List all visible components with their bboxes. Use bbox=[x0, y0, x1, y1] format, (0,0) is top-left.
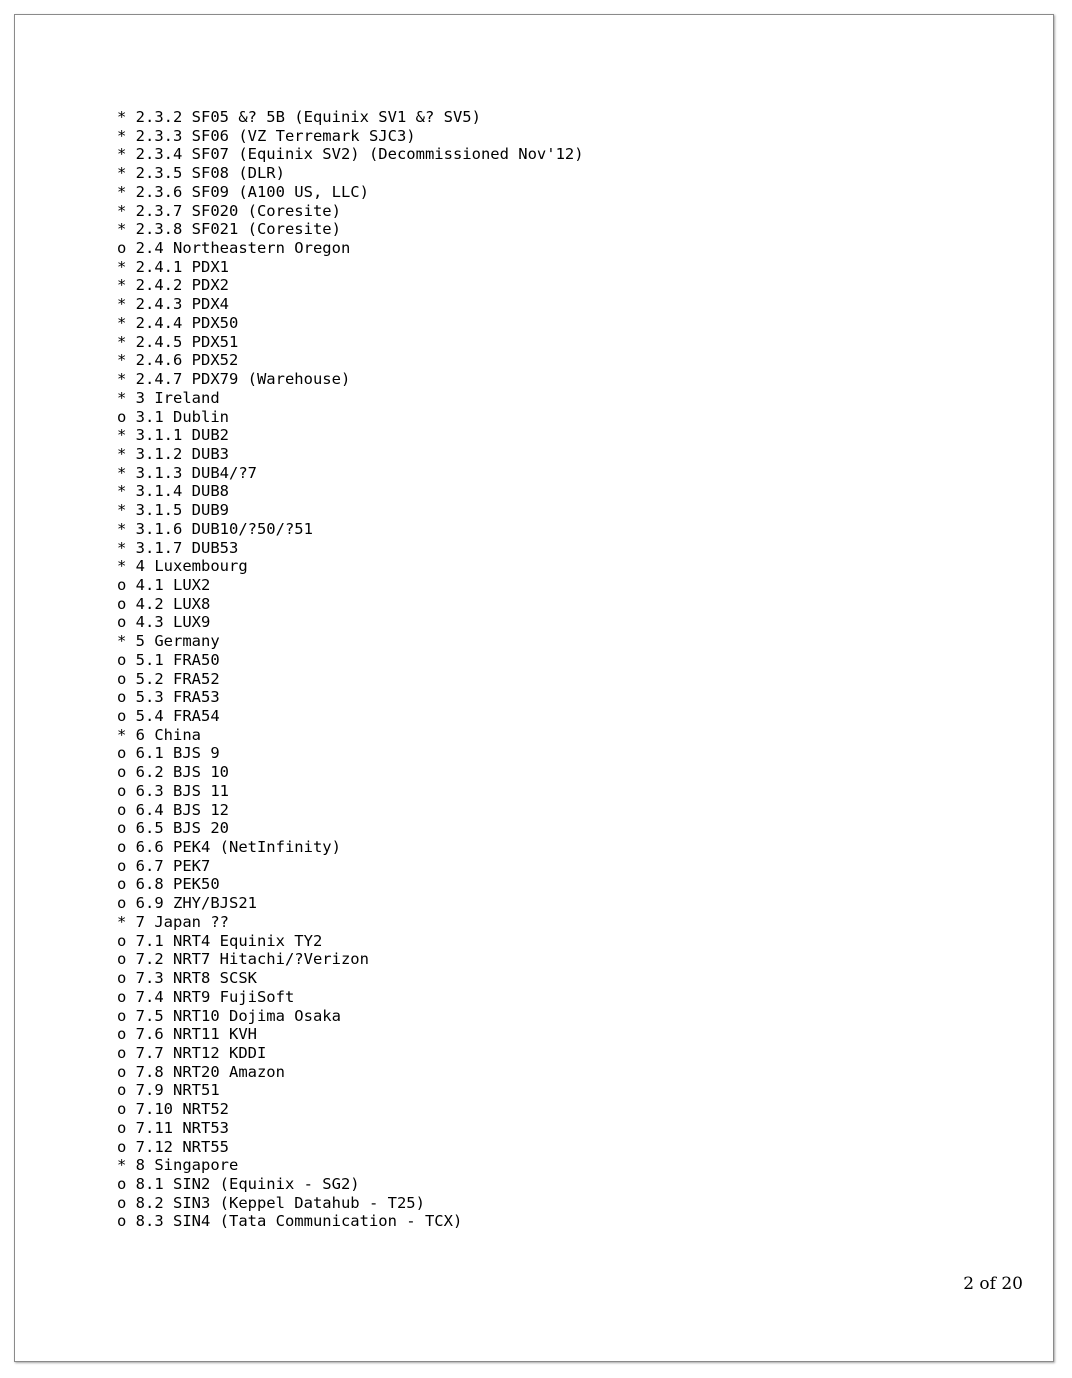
document-line: * 2.3.3 SF06 (VZ Terremark SJC3) bbox=[117, 126, 416, 145]
document-line: o 6.2 BJS 10 bbox=[117, 763, 229, 782]
document-line: o 8.1 SIN2 (Equinix - SG2) bbox=[117, 1174, 360, 1193]
document-line: o 6.9 ZHY/BJS21 bbox=[117, 894, 257, 913]
document-line: * 2.4.1 PDX1 bbox=[117, 257, 229, 276]
document-line: o 7.10 NRT52 bbox=[117, 1100, 229, 1119]
document-text-block bbox=[117, 108, 584, 1231]
document-line: * 4 Luxembourg bbox=[117, 557, 248, 576]
document-line: o 7.11 NRT53 bbox=[117, 1118, 229, 1137]
document-line: * 2.4.5 PDX51 bbox=[117, 332, 239, 351]
document-line: * 2.4.4 PDX50 bbox=[117, 313, 239, 332]
document-line: * 2.4.3 PDX4 bbox=[117, 295, 229, 314]
document-line: o 4.2 LUX8 bbox=[117, 594, 211, 613]
document-line: o 5.3 FRA53 bbox=[117, 688, 220, 707]
document-line: * 3.1.1 DUB2 bbox=[117, 426, 229, 445]
document-line: o 7.1 NRT4 Equinix TY2 bbox=[117, 931, 323, 950]
document-line: * 3 Ireland bbox=[117, 388, 220, 407]
document-line: * 3.1.7 DUB53 bbox=[117, 538, 239, 557]
document-line: * 2.3.6 SF09 (A100 US, LLC) bbox=[117, 182, 369, 201]
document-line: o 6.5 BJS 20 bbox=[117, 819, 229, 838]
document-line: * 3.1.4 DUB8 bbox=[117, 482, 229, 501]
document-line: * 2.4.7 PDX79 (Warehouse) bbox=[117, 370, 351, 389]
document-line: * 2.3.5 SF08 (DLR) bbox=[117, 164, 285, 183]
document-line: * 2.3.8 SF021 (Coresite) bbox=[117, 220, 341, 239]
document-line: * 3.1.6 DUB10/?50/?51 bbox=[117, 519, 313, 538]
document-line: * 2.3.7 SF020 (Coresite) bbox=[117, 201, 341, 220]
document-line: o 6.6 PEK4 (NetInfinity) bbox=[117, 838, 341, 857]
document-line: o 4.3 LUX9 bbox=[117, 613, 211, 632]
document-line: o 7.2 NRT7 Hitachi/?Verizon bbox=[117, 950, 369, 969]
document-line: o 8.2 SIN3 (Keppel Datahub - T25) bbox=[117, 1193, 425, 1212]
document-line: * 2.3.4 SF07 (Equinix SV2) (Decommissioned Nov'12) bbox=[117, 145, 584, 164]
document-line: * 6 China bbox=[117, 725, 201, 744]
document-line: o 7.4 NRT9 FujiSoft bbox=[117, 987, 295, 1006]
document-line: o 7.5 NRT10 Dojima Osaka bbox=[117, 1006, 341, 1025]
document-line: * 3.1.5 DUB9 bbox=[117, 501, 229, 520]
document-line: * 2.4.2 PDX2 bbox=[117, 276, 229, 295]
document-line: o 7.7 NRT12 KDDI bbox=[117, 1043, 267, 1062]
document-line: o 5.4 FRA54 bbox=[117, 707, 220, 725]
document-line: * 2.4.6 PDX52 bbox=[117, 351, 239, 370]
document-page bbox=[14, 14, 1054, 1362]
document-line: o 2.4 Northeastern Oregon bbox=[117, 239, 351, 258]
page-number: 2 of 20 bbox=[963, 1274, 1023, 1294]
document-line: o 3.1 Dublin bbox=[117, 407, 229, 426]
document-line: o 7.8 NRT20 Amazon bbox=[117, 1062, 285, 1081]
document-line: o 4.1 LUX2 bbox=[117, 575, 211, 594]
document-line: o 6.8 PEK50 bbox=[117, 875, 220, 894]
document-line: o 6.3 BJS 11 bbox=[117, 781, 229, 800]
document-line: o 5.1 FRA50 bbox=[117, 650, 220, 669]
document-line: o 7.3 NRT8 SCSK bbox=[117, 969, 257, 988]
document-line: * 7 Japan ?? bbox=[117, 912, 229, 931]
document-line: * 3.1.3 DUB4/?7 bbox=[117, 463, 257, 482]
document-line: * 5 Germany bbox=[117, 632, 220, 651]
document-line: * 2.3.2 SF05 &? 5B (Equinix SV1 &? SV5) bbox=[117, 108, 481, 126]
document-line: o 7.9 NRT51 bbox=[117, 1081, 220, 1100]
document-line: o 7.12 NRT55 bbox=[117, 1137, 229, 1156]
document-line: o 6.7 PEK7 bbox=[117, 856, 211, 875]
document-line: o 5.2 FRA52 bbox=[117, 669, 220, 688]
document-line: o 7.6 NRT11 KVH bbox=[117, 1025, 257, 1044]
document-line: * 8 Singapore bbox=[117, 1156, 239, 1175]
document-line: * 3.1.2 DUB3 bbox=[117, 444, 229, 463]
document-line: o 8.3 SIN4 (Tata Communication - TCX) bbox=[117, 1212, 463, 1231]
document-line: o 6.1 BJS 9 bbox=[117, 744, 220, 763]
document-line: o 6.4 BJS 12 bbox=[117, 800, 229, 819]
